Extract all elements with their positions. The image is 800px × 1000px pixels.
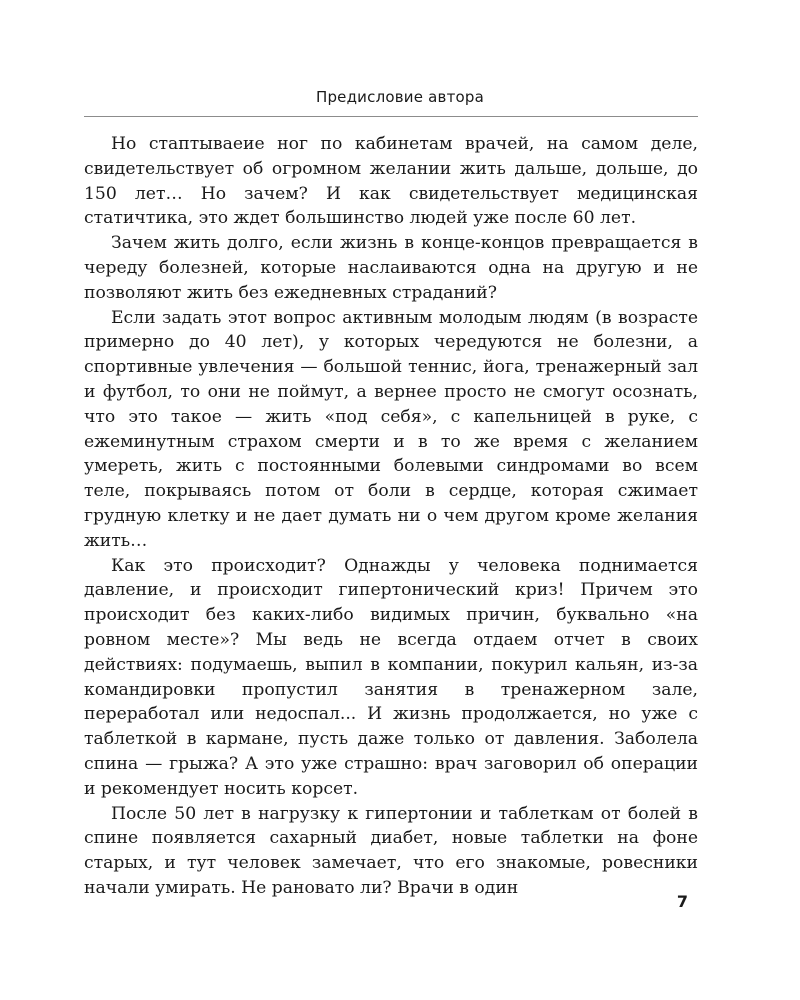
running-title: Предисловие автора (315, 88, 484, 106)
paragraph-4: Как это происходит? Однажды у человека поднимается давление, и происходит гипертонический криз! Причем это происходит без каких-либо видимых причин, буквально «на ровном месте»? Мы ведь не всегда отдаем отчет в своих действиях: подумаешь, выпил в компании, покурил кальян, из-за командировки пропустил занятия в тренажерном зале, переработал или недоспал... И жизнь продолжается, но уже с таблеткой в кармане, пусть даже только от давления. Заболела спина — грыжа? А это уже страшно: врач заговорил об операции и рекомендует носить корсет. (84, 555, 698, 799)
paragraph-2: Зачем жить долго, если жизнь в конце-концов превращается в череду болезней, которые наслаиваются одна на другую и не позволяют жить без ежедневных страданий? (84, 233, 698, 303)
header-rule (84, 116, 698, 117)
page-number: 7 (676, 892, 688, 911)
body-text (84, 132, 698, 901)
paragraph-3: Если задать этот вопрос активным молодым людям (в возрасте примерно до 40 лет), у которых чередуются не болезни, а спортивные увлечения — большой теннис, йога, тренажерный зал и футбол, то они не поймут, а вернее просто не смогут осознать, что это такое — жить «под себя», с капельницей в руке, с ежеминутным страхом смерти и в то же время с желанием умереть, жить с постоянными болевыми синдромами во всем теле, покрываясь потом от боли в сердце, которая сжимает грудную клетку и не дает думать ни о чем другом кроме желания жить… (84, 307, 698, 551)
paragraph-1: Но стаптываеие ног по кабинетам врачей, на самом деле, свидетельствует об огромном желании жить дальше, дольше, до 150 лет… Но зачем? И как свидетельствует медицинская статичтика, это ждет большинство людей уже после 60 лет. (84, 134, 698, 229)
paragraph-5: После 50 лет в нагрузку к гипертонии и таблеткам от болей в спине появляется сахарный диабет, новые таблетки на фоне старых, и тут человек замечает, что его знакомые, ровесники начали умирать. Не рановато ли? Врачи в один (84, 803, 698, 898)
